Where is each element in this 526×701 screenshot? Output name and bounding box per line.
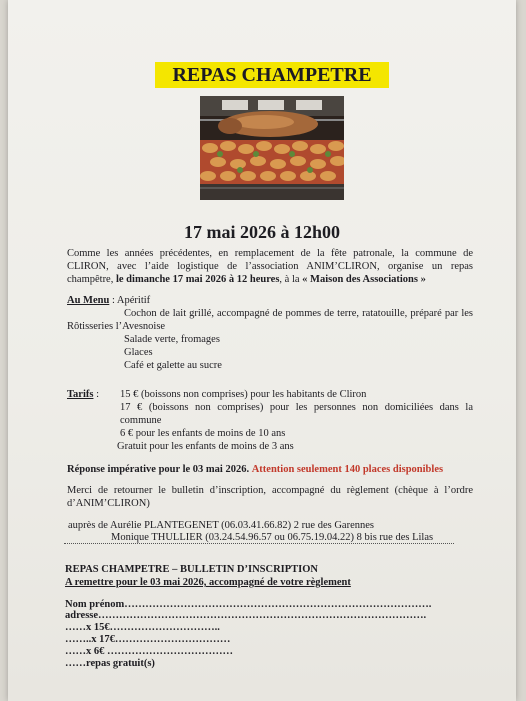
intro-line-3-mid: , à la: [279, 274, 303, 285]
roast-pig-photo: [200, 96, 344, 200]
roast-pig-illustration: [200, 96, 344, 200]
tarif-residents: 15 € (boissons non comprises) pour les habitants de Cliron: [120, 389, 367, 400]
reponse-line: [67, 463, 443, 476]
menu-heading-line: [67, 294, 150, 307]
tarifs-heading: [67, 388, 99, 401]
intro-event-datetime: le dimanche 17 mai 2026 à 12 heures: [115, 274, 280, 285]
reponse-deadline: Réponse impérative pour le 03 mai 2026.: [67, 464, 250, 475]
field-x17[interactable]: ……..x 17€……………………………: [65, 634, 231, 645]
menu-item-coffee: Café et galette au sucre: [124, 360, 222, 371]
menu-sep: :: [109, 295, 117, 306]
menu-item-main-2: Rôtisseries l’Avesnoise: [67, 321, 166, 332]
event-date-heading: 17 mai 2026 à 12h00: [183, 222, 340, 242]
tarif-non-residents-1: 17 € (boissons non comprises) pour les personnes non domiciliées dans la: [120, 402, 473, 413]
merci-line-2: d’ANIM’CLIRON): [67, 498, 150, 509]
menu-item-main-1: Cochon de lait grillé, accompagné de pommes de terre, ratatouille, préparé par les: [124, 308, 473, 319]
contact-1: auprès de Aurélie PLANTEGENET (06.03.41.66.82) 2 rue des Garennes: [68, 520, 374, 531]
menu-item-dessert: Glaces: [124, 347, 153, 358]
contact-2: Monique THULLIER (03.24.54.96.57 ou 06.75.19.04.22) 8 bis rue des Lilas: [111, 532, 434, 543]
menu-label: Au Menu: [67, 295, 110, 306]
flyer-sheet: [8, 0, 516, 701]
places-warning: Attention seulement 140 places disponibles: [251, 464, 444, 475]
menu-item-aperitif: Apéritif: [116, 295, 151, 306]
separator-dotted: [64, 543, 454, 544]
field-adresse[interactable]: adresse………………………………………………………………………………….: [65, 610, 427, 621]
intro-line-3-start: champêtre,: [67, 274, 116, 285]
tarifs-sep: :: [93, 389, 99, 400]
bulletin-subheading: A remettre pour le 03 mai 2026, accompagné de votre règlement: [65, 577, 351, 588]
field-x15[interactable]: ……x 15€…………………………..: [65, 622, 220, 633]
intro-line-3: [67, 273, 487, 286]
merci-line-1: Merci de retourner le bulletin d’inscription, accompagné du règlement (chèque à l’ordre: [67, 485, 473, 496]
tarif-non-residents-2: commune: [120, 415, 162, 426]
intro-line-2: CLIRON, avec l’aide logistique de l’association ANIM’CLIRON, organise un repas: [67, 261, 473, 272]
tarif-children-10: 6 € pour les enfants de moins de 10 ans: [120, 428, 286, 439]
intro-event-place: « Maison des Associations »: [302, 274, 426, 285]
intro-line-1: Comme les années précédentes, en remplacement de la fête patronale, la commune de: [67, 248, 473, 259]
field-repas-gratuit[interactable]: ……repas gratuit(s): [65, 658, 155, 669]
menu-item-salad: Salade verte, fromages: [124, 334, 220, 345]
field-x6[interactable]: ……x 6€ ………………………………: [65, 646, 233, 657]
tarif-children-3: Gratuit pour les enfants de moins de 3 ans: [117, 441, 294, 452]
bulletin-heading: REPAS CHAMPETRE – BULLETIN D’INSCRIPTION: [65, 564, 319, 575]
flyer-title: REPAS CHAMPETRE: [155, 62, 389, 88]
field-nom-prenom[interactable]: Nom prénom…………………………………………………………………………….: [65, 599, 432, 610]
tarifs-label: Tarifs: [67, 389, 94, 400]
